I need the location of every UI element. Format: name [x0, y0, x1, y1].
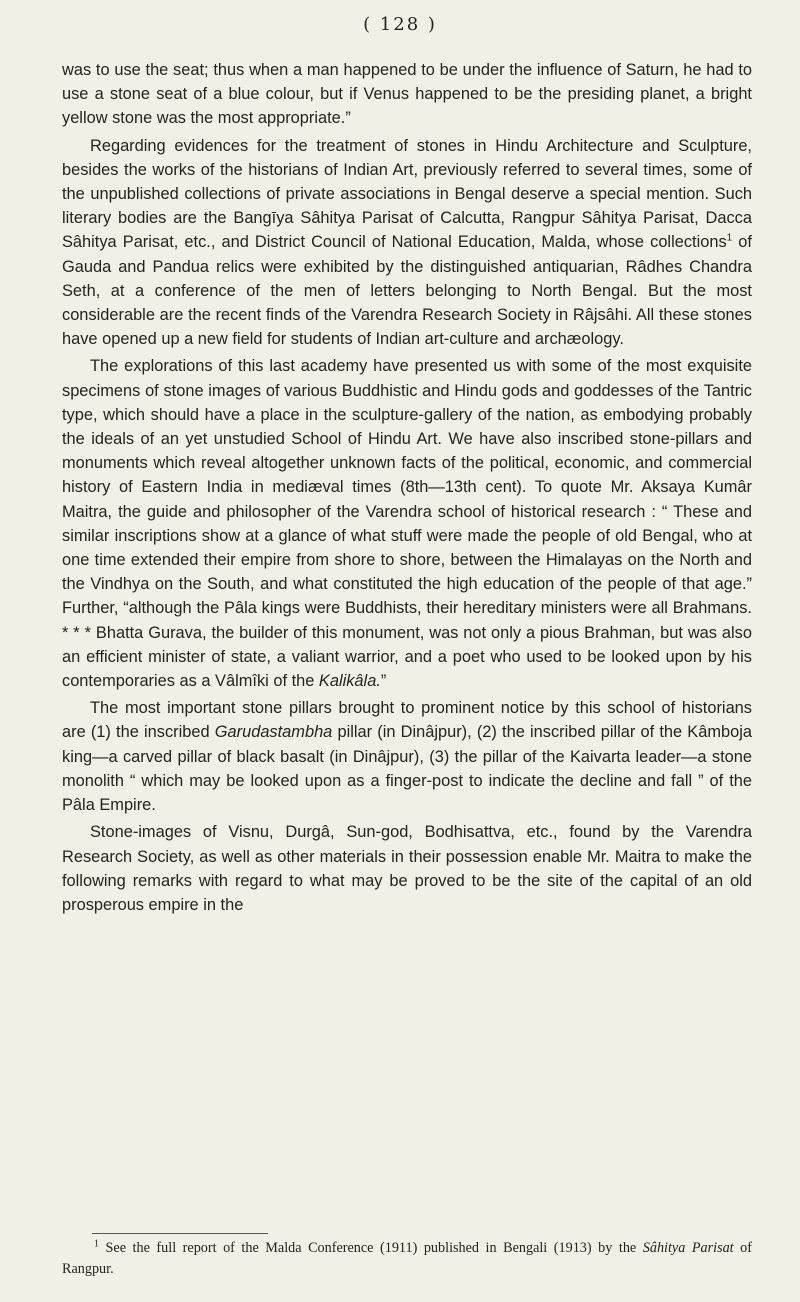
- footnote-italic: Sâhitya Parisat: [642, 1240, 734, 1256]
- paragraph-2-text-b: of Gauda and Pandua relics were exhibited by the distinguished antiquarian, Râdhes Chandra Seth, at a conference of the men of letters belonging to North Bengal. But the most considerable are the recent finds of the Varendra Research Society in Râjsâhi. All these stones have opened up a new field for students of Indian art-culture and archæology.: [62, 233, 752, 349]
- paragraph-4-text-b: pillar (in Dinâjpur), (2) the inscribed pillar of the Kâmboja king—a carved pillar of black basalt (in Dinâjpur), (3) the pillar of the Kaivarta leader—a stone monolith “ which may be looked upon as a finger-post to indicate the decline and fall ” of the Pâla Empire.: [62, 723, 752, 815]
- footnote-reference: 1: [726, 232, 733, 244]
- paragraph-5: Stone-images of Visnu, Durgâ, Sun-god, Bodhisattva, etc., found by the Varendra Research Society, as well as other materials in their possession enable Mr. Maitra to make the following remarks with regard to what may be proved to be the site of the capital of an old prosperous empire in the: [62, 823, 752, 914]
- footnote-marker: 1: [94, 1238, 99, 1250]
- footnote: [62, 1238, 752, 1280]
- body-text: [62, 58, 752, 920]
- footnote-text-b: of Rangpur.: [62, 1240, 752, 1277]
- paragraph-2-text-a: Regarding evidences for the treatment of stones in Hindu Architecture and Sculpture, besides the works of the historians of Indian Art, previously referred to several times, some of the unpublished collections of private associations in Bengal deserve a special mention. Such literary bodies are the Bangīya Sâhitya Parisat of Calcutta, Rangpur Sâhitya Parisat, Dacca Sâhitya Parisat, etc., and District Council of National Education, Malda, whose collections: [62, 136, 752, 252]
- paragraph-4-text-a: The most important stone pillars brought to prominent notice by this school of historians are (1) the inscribed: [62, 699, 752, 742]
- paragraph-1: was to use the seat; thus when a man happened to be under the influence of Saturn, he had to use a stone seat of a blue colour, but if Venus happened to be the presiding planet, a bright yellow stone was the most appropriate.”: [62, 61, 752, 128]
- page-number: ( 128 ): [363, 14, 437, 35]
- paragraph-3-text-a: The explorations of this last academy have presented us with some of the most exquisite specimens of stone images of various Buddhistic and Hindu gods and goddesses of the Tantric type, which should have a place in the sculpture-gallery of the nation, as embodying probably the ideals of an yet unstudied School of Hindu Art. We have also inscribed stone-pillars and monuments which reveal altogether unknown facts of the political, economic, and commercial history of Eastern India in mediæval times (8th—13th cent). To quote Mr. Aksaya Kumâr Maitra, the guide and philosopher of the Varendra school of historical research : “ These and similar inscriptions show at a glance of what stuff were made the people of old Bengal, who at one time extended their empire from shore to shore, between the Himalayas on the North and the Vindhya on the South, and what constituted the high education of the people of that age.” Further, “although the Pâla kings were Buddhists, their hereditary ministers were all Brahmans. * * * Bhatta Gurava, the builder of this monument, was not only a pious Brahman, but was also an efficient minister of state, a valiant warrior, and a poet who used to be looked upon by his contemporaries as a Vâlmîki of the: [62, 357, 752, 691]
- paragraph-3-italic: Kalikâla.: [318, 672, 381, 691]
- paragraph-2: [62, 134, 752, 352]
- paragraph-4: [62, 696, 752, 817]
- footnote-divider: [92, 1233, 268, 1234]
- footnote-body: [62, 1238, 752, 1280]
- footnote-text-a: See the full report of the Malda Conference (1911) published in Bengali (1913) by the: [99, 1240, 643, 1256]
- paragraph-3: [62, 354, 752, 693]
- paragraph-4-italic: Garudastambha: [214, 723, 333, 742]
- paragraph-3-text-b: ”: [380, 672, 387, 691]
